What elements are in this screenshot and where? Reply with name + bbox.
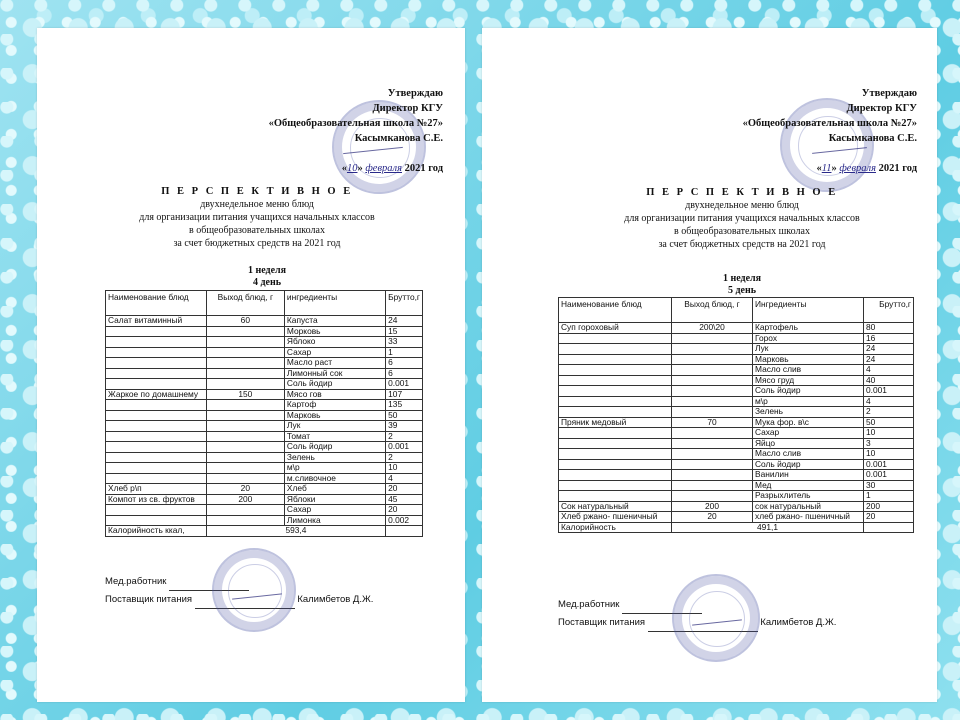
ingredient-cell: Масло слив	[753, 449, 864, 460]
ingredient-cell: Марковь	[284, 410, 385, 421]
gross-weight-cell: 1	[386, 347, 423, 358]
column-header: ингредиенты	[284, 291, 385, 316]
gross-weight-cell: 24	[386, 316, 423, 327]
ingredient-cell: Зелень	[753, 407, 864, 418]
table-row	[106, 337, 423, 348]
director-signature	[812, 147, 867, 154]
portion-cell	[672, 365, 753, 376]
portion-cell	[672, 438, 753, 449]
gross-weight-cell: 10	[864, 449, 914, 460]
approve-line: «Общеобразовательная школа №27»	[268, 118, 443, 129]
portion-cell	[206, 326, 284, 337]
table-row	[559, 512, 914, 523]
dish-name-cell	[106, 358, 207, 369]
ingredient-cell: Масло слив	[753, 365, 864, 376]
portion-cell	[206, 368, 284, 379]
ingredient-cell: Сахар	[284, 347, 385, 358]
ingredient-cell: Томат	[284, 431, 385, 442]
gross-weight-cell: 2	[386, 431, 423, 442]
dish-name-cell	[106, 431, 207, 442]
ingredient-cell: сок натуральный	[753, 501, 864, 512]
table-row	[559, 438, 914, 449]
gross-weight-cell: 4	[864, 396, 914, 407]
gross-weight-cell: 24	[864, 344, 914, 355]
calorie-empty-cell	[386, 526, 423, 537]
portion-cell	[206, 431, 284, 442]
dish-name-cell	[559, 428, 672, 439]
dish-name-cell	[106, 379, 207, 390]
table-row	[559, 417, 914, 428]
dish-name-cell	[559, 333, 672, 344]
table-row	[559, 354, 914, 365]
dish-name-cell	[106, 473, 207, 484]
gross-weight-cell: 20	[386, 505, 423, 516]
portion-cell	[672, 480, 753, 491]
table-row	[559, 375, 914, 386]
table-row	[106, 347, 423, 358]
gross-weight-cell: 0.001	[386, 442, 423, 453]
dish-name-cell	[559, 386, 672, 397]
dish-name-cell	[106, 463, 207, 474]
gross-weight-cell: 39	[386, 421, 423, 432]
ingredient-cell: м\р	[284, 463, 385, 474]
approve-line: Утверждаю	[861, 88, 917, 99]
gross-weight-cell: 2	[864, 407, 914, 418]
table-row	[106, 400, 423, 411]
calorie-value: 593,4	[206, 526, 385, 537]
ingredient-cell: Мясо гов	[284, 389, 385, 400]
ingredient-cell: Соль йодир	[753, 386, 864, 397]
portion-cell	[672, 470, 753, 481]
column-header: Наименование блюд	[106, 291, 207, 316]
portion-cell	[206, 473, 284, 484]
ingredient-cell: Мука фор. в\с	[753, 417, 864, 428]
approve-line: Касымканова С.Е.	[354, 133, 443, 144]
portion-cell	[206, 358, 284, 369]
gross-weight-cell: 0.002	[386, 515, 423, 526]
gross-weight-cell: 135	[386, 400, 423, 411]
menu-table	[105, 290, 423, 537]
med-worker-line: Мед.работник	[105, 573, 445, 591]
ingredient-cell: Яблоко	[284, 337, 385, 348]
gross-weight-cell: 4	[386, 473, 423, 484]
dish-name-cell	[106, 347, 207, 358]
portion-cell: 20	[672, 512, 753, 523]
dish-name-cell	[106, 421, 207, 432]
gross-weight-cell: 45	[386, 494, 423, 505]
portion-cell	[672, 333, 753, 344]
gross-weight-cell: 1	[864, 491, 914, 502]
table-row	[106, 463, 423, 474]
menu-page-day5	[482, 28, 937, 702]
supplier-seal	[672, 574, 760, 662]
column-header: Выход блюд, г	[206, 291, 284, 316]
table-row	[559, 501, 914, 512]
portion-cell	[206, 452, 284, 463]
gross-weight-cell: 20	[386, 484, 423, 495]
dish-name-cell: Компот из св. фруктов	[106, 494, 207, 505]
table-row	[559, 396, 914, 407]
ingredient-cell: Разрыхлитель	[753, 491, 864, 502]
med-worker-line: Мед.работник	[558, 596, 918, 614]
ingredient-cell: Лук	[284, 421, 385, 432]
ingredient-cell: Капуста	[284, 316, 385, 327]
table-row	[106, 326, 423, 337]
column-header: Наименование блюд	[559, 298, 672, 323]
portion-cell	[206, 410, 284, 421]
table-row	[106, 358, 423, 369]
gross-weight-cell: 6	[386, 368, 423, 379]
portion-cell	[206, 442, 284, 453]
gross-weight-cell: 33	[386, 337, 423, 348]
portion-cell: 200	[672, 501, 753, 512]
ingredient-cell: хлеб ржано- пшеничный	[753, 512, 864, 523]
ingredient-cell: Яблоки	[284, 494, 385, 505]
ingredient-cell: Лимонка	[284, 515, 385, 526]
column-header: Выход блюд, г	[672, 298, 753, 323]
ingredient-cell: Мед	[753, 480, 864, 491]
dish-name-cell	[106, 442, 207, 453]
gross-weight-cell: 6	[386, 358, 423, 369]
column-header: Брутто,г	[864, 298, 914, 323]
dish-name-cell	[559, 491, 672, 502]
portion-cell	[672, 491, 753, 502]
ingredient-cell: Соль йодир	[753, 459, 864, 470]
dish-name-cell: Сок натуральный	[559, 501, 672, 512]
calorie-label: Калорийность	[559, 522, 672, 533]
portion-cell	[672, 459, 753, 470]
table-header-row	[559, 298, 914, 323]
table-row	[106, 452, 423, 463]
ingredient-cell: Соль йодир	[284, 379, 385, 390]
ingredient-cell: Лимонный сок	[284, 368, 385, 379]
approval-block	[269, 86, 443, 176]
table-row	[559, 470, 914, 481]
table-row	[559, 480, 914, 491]
portion-cell	[206, 515, 284, 526]
table-row	[559, 323, 914, 334]
gross-weight-cell: 50	[386, 410, 423, 421]
portion-cell	[206, 347, 284, 358]
calorie-value: 491,1	[672, 522, 864, 533]
approve-line: «Общеобразовательная школа №27»	[742, 118, 917, 129]
dish-name-cell	[559, 407, 672, 418]
dish-name-cell	[559, 438, 672, 449]
table-row	[559, 333, 914, 344]
dish-name-cell: Хлеб ржано- пшеничный	[559, 512, 672, 523]
portion-cell	[672, 386, 753, 397]
portion-cell	[672, 428, 753, 439]
gross-weight-cell: 80	[864, 323, 914, 334]
portion-cell: 200\20	[672, 323, 753, 334]
gross-weight-cell: 0.001	[864, 386, 914, 397]
dish-name-cell	[106, 505, 207, 516]
dish-name-cell	[106, 326, 207, 337]
gross-weight-cell: 0.001	[864, 459, 914, 470]
gross-weight-cell: 40	[864, 375, 914, 386]
supplier-line: Поставщик питания Калимбетов Д.Ж.	[105, 591, 445, 609]
dish-name-cell	[559, 354, 672, 365]
table-row	[106, 484, 423, 495]
column-header: Ингредиенты	[753, 298, 864, 323]
gross-weight-cell: 107	[386, 389, 423, 400]
calorie-row	[106, 526, 423, 537]
portion-cell	[206, 337, 284, 348]
table-row	[106, 505, 423, 516]
week-day-label: 1 неделя 4 день	[247, 265, 287, 288]
ingredient-cell: Лук	[753, 344, 864, 355]
dish-name-cell	[106, 368, 207, 379]
ingredient-cell: Яйцо	[753, 438, 864, 449]
menu-page-day4	[37, 28, 465, 702]
ingredient-cell: Ванилин	[753, 470, 864, 481]
column-header: Брутто,г	[386, 291, 423, 316]
ingredient-cell: Зелень	[284, 452, 385, 463]
gross-weight-cell: 0.001	[864, 470, 914, 481]
portion-cell	[672, 396, 753, 407]
table-row	[559, 344, 914, 355]
dish-name-cell: Салат витаминный	[106, 316, 207, 327]
ingredient-cell: Хлеб	[284, 484, 385, 495]
approve-line: Утверждаю	[387, 88, 443, 99]
approve-line: Директор КГУ	[846, 103, 917, 114]
gross-weight-cell: 16	[864, 333, 914, 344]
approval-date: «11» февраля 2021 год	[816, 163, 917, 174]
calorie-label: Калорийность ккал,	[106, 526, 207, 537]
table-row	[559, 459, 914, 470]
gross-weight-cell: 2	[386, 452, 423, 463]
ingredient-cell: Соль йодир	[284, 442, 385, 453]
dish-name-cell: Суп гороховый	[559, 323, 672, 334]
menu-table	[558, 297, 914, 533]
gross-weight-cell: 30	[864, 480, 914, 491]
portion-cell: 150	[206, 389, 284, 400]
gross-weight-cell: 0.001	[386, 379, 423, 390]
ingredient-cell: Картофель	[753, 323, 864, 334]
dish-name-cell: Хлеб р\п	[106, 484, 207, 495]
portion-cell	[672, 344, 753, 355]
table-row	[106, 410, 423, 421]
dish-name-cell	[559, 470, 672, 481]
dish-name-cell	[106, 452, 207, 463]
dish-name-cell	[559, 396, 672, 407]
ingredient-cell: Картоф	[284, 400, 385, 411]
director-signature	[343, 147, 403, 154]
approve-line: Касымканова С.Е.	[828, 133, 917, 144]
gross-weight-cell: 10	[864, 428, 914, 439]
document-title: П Е Р С П Е К Т И В Н О Е двухнедельное меню блюд для организации питания учащихся начальных классов в общеобразовательных школах за счет бюджетных средств на 2021 год	[139, 186, 375, 249]
portion-cell	[206, 421, 284, 432]
table-row	[106, 515, 423, 526]
dish-name-cell	[106, 400, 207, 411]
ingredient-cell: Масло раст	[284, 358, 385, 369]
dish-name-cell	[559, 375, 672, 386]
dish-name-cell	[559, 449, 672, 460]
document-title: П Е Р С П Е К Т И В Н О Е двухнедельное меню блюд для организации питания учащихся начальных классов в общеобразовательных школах за счет бюджетных средств на 2021 год	[624, 187, 860, 250]
gross-weight-cell: 24	[864, 354, 914, 365]
dish-name-cell	[106, 515, 207, 526]
ingredient-cell: Мясо груд	[753, 375, 864, 386]
dish-name-cell	[559, 365, 672, 376]
table-row	[106, 389, 423, 400]
portion-cell	[206, 505, 284, 516]
supplier-seal	[212, 548, 296, 632]
table-row	[106, 368, 423, 379]
approve-line: Директор КГУ	[372, 103, 443, 114]
table-row	[559, 428, 914, 439]
ingredient-cell: Марковь	[753, 354, 864, 365]
dish-name-cell	[106, 410, 207, 421]
portion-cell	[206, 400, 284, 411]
gross-weight-cell: 3	[864, 438, 914, 449]
dish-name-cell: Жаркое по домашнему	[106, 389, 207, 400]
dish-name-cell	[559, 459, 672, 470]
table-row	[106, 494, 423, 505]
gross-weight-cell: 4	[864, 365, 914, 376]
table-row	[106, 421, 423, 432]
table-row	[106, 379, 423, 390]
portion-cell: 70	[672, 417, 753, 428]
supplier-line: Поставщик питания Калимбетов Д.Ж.	[558, 614, 918, 632]
dish-name-cell	[106, 337, 207, 348]
gross-weight-cell: 200	[864, 501, 914, 512]
portion-cell: 60	[206, 316, 284, 327]
dish-name-cell	[559, 344, 672, 355]
table-row	[106, 473, 423, 484]
table-row	[559, 386, 914, 397]
portion-cell	[672, 375, 753, 386]
table-row	[559, 365, 914, 376]
portion-cell	[672, 407, 753, 418]
portion-cell: 200	[206, 494, 284, 505]
portion-cell	[672, 449, 753, 460]
table-row	[106, 316, 423, 327]
approval-block	[743, 86, 917, 176]
portion-cell	[672, 354, 753, 365]
dish-name-cell	[559, 480, 672, 491]
portion-cell	[206, 379, 284, 390]
week-day-label: 1 неделя 5 день	[722, 273, 762, 296]
portion-cell: 20	[206, 484, 284, 495]
table-row	[559, 407, 914, 418]
ingredient-cell: м.сливочное	[284, 473, 385, 484]
table-row	[106, 431, 423, 442]
ingredient-cell: Сахар	[284, 505, 385, 516]
calorie-row	[559, 522, 914, 533]
table-row	[106, 442, 423, 453]
calorie-empty-cell	[864, 522, 914, 533]
gross-weight-cell: 10	[386, 463, 423, 474]
ingredient-cell: Горох	[753, 333, 864, 344]
dish-name-cell: Пряник медовый	[559, 417, 672, 428]
table-row	[559, 491, 914, 502]
gross-weight-cell: 50	[864, 417, 914, 428]
portion-cell	[206, 463, 284, 474]
table-header-row	[106, 291, 423, 316]
ingredient-cell: м\р	[753, 396, 864, 407]
gross-weight-cell: 15	[386, 326, 423, 337]
ingredient-cell: Морковь	[284, 326, 385, 337]
approval-date: «10» февраля 2021 год	[341, 163, 443, 174]
table-row	[559, 449, 914, 460]
gross-weight-cell: 20	[864, 512, 914, 523]
ingredient-cell: Сахар	[753, 428, 864, 439]
